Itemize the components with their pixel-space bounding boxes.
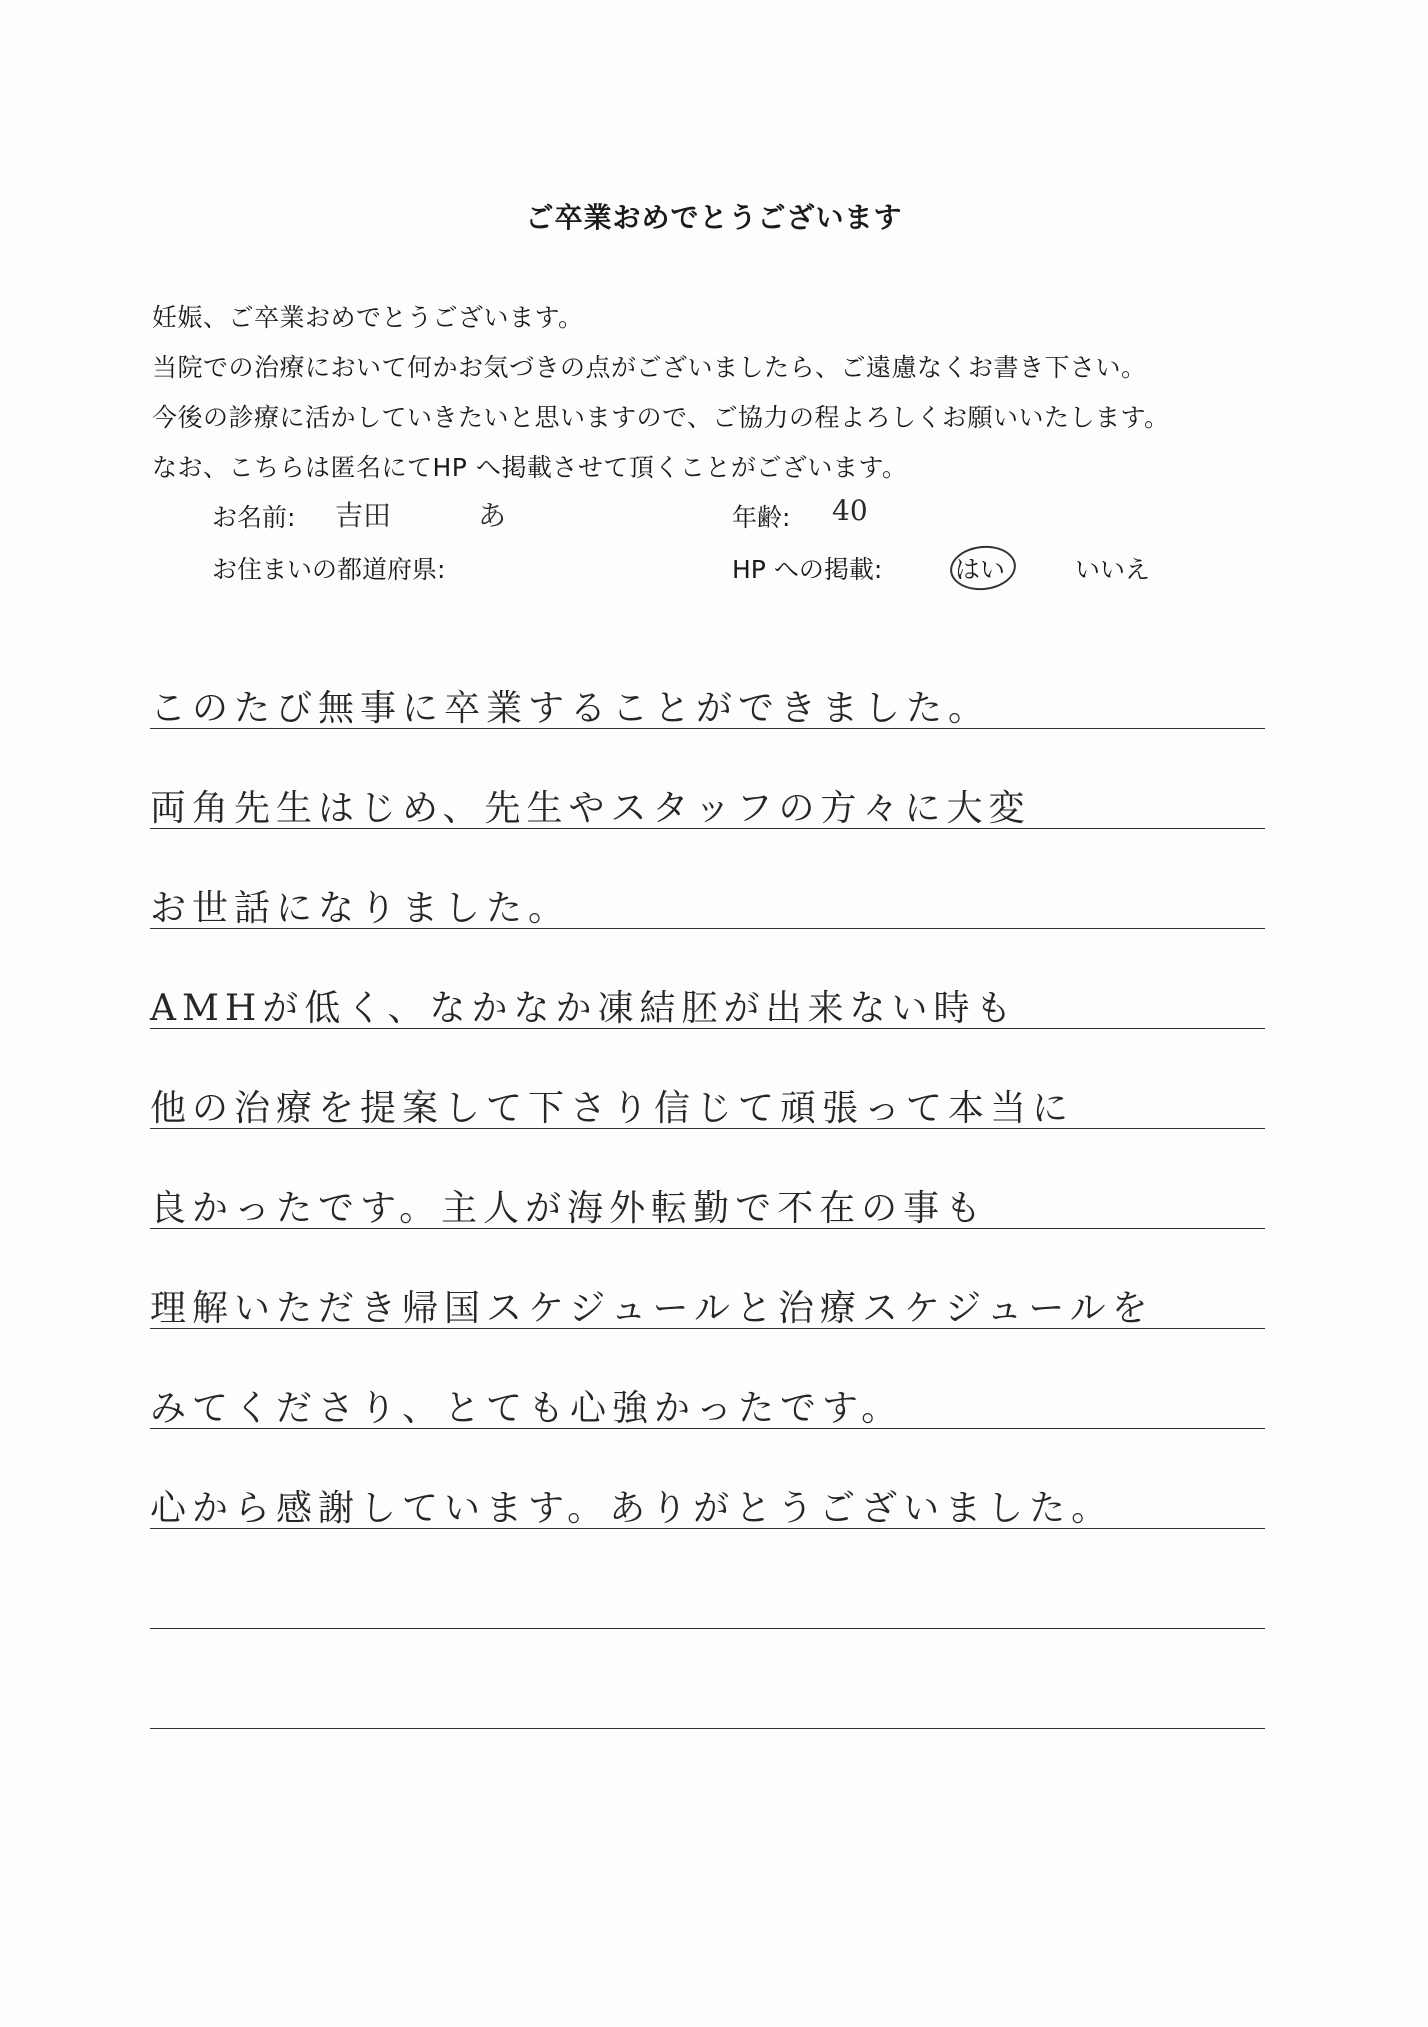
age-label: 年齢: <box>732 503 791 532</box>
message-line-6: 良かったです。主人が海外転勤で不在の事も <box>150 1188 988 1229</box>
name-given-value: あ <box>478 499 507 532</box>
message-line-3: お世話になりました。 <box>150 888 571 929</box>
message-line-2: 両角先生はじめ、先生やスタッフの方々に大変 <box>150 788 1031 829</box>
message-line-8: みてくださり、とても心強かったです。 <box>150 1388 904 1429</box>
message-line-7: 理解いただき帰国スケジュールと治療スケジュールを <box>150 1288 1154 1329</box>
writing-rule-9 <box>150 1528 1265 1529</box>
writing-rule-7 <box>150 1328 1265 1329</box>
hp-no-option: いいえ <box>1075 555 1151 584</box>
intro-line-1: 妊娠、ご卒業おめでとうございます。 <box>152 303 584 332</box>
writing-rule-10 <box>150 1628 1265 1629</box>
hp-yes-option: はい <box>955 555 1006 584</box>
prefecture-label: お住まいの都道府県: <box>212 555 446 584</box>
writing-rule-4 <box>150 1028 1265 1029</box>
age-value: 40 <box>832 494 868 527</box>
intro-line-4: なお、こちらは匿名にてHP へ掲載させて頂くことがございます。 <box>152 453 908 482</box>
writing-rule-1 <box>150 728 1265 729</box>
name-surname-value: 吉田 <box>335 499 392 532</box>
page-title: ご卒業おめでとうございます <box>525 201 903 234</box>
message-line-5: 他の治療を提案して下さり信じて頑張って本当に <box>150 1088 1075 1129</box>
writing-rule-5 <box>150 1128 1265 1129</box>
intro-line-3: 今後の診療に活かしていきたいと思いますので、ご協力の程よろしくお願いいたします。 <box>152 403 1170 432</box>
message-line-1: このたび無事に卒業することができました。 <box>150 688 991 729</box>
message-line-4: AMHが低く、なかなか凍結胚が出来ない時も <box>150 988 1018 1029</box>
writing-rule-11 <box>150 1728 1265 1729</box>
writing-rule-8 <box>150 1428 1265 1429</box>
writing-rule-2 <box>150 828 1265 829</box>
writing-rule-6 <box>150 1228 1265 1229</box>
hp-label: HP への掲載: <box>732 555 883 584</box>
writing-rule-3 <box>150 928 1265 929</box>
message-line-9: 心から感謝しています。ありがとうございました。 <box>150 1488 1114 1529</box>
name-label: お名前: <box>212 503 296 532</box>
intro-line-2: 当院での治療において何かお気づきの点がございましたら、ご遠慮なくお書き下さい。 <box>152 353 1147 382</box>
